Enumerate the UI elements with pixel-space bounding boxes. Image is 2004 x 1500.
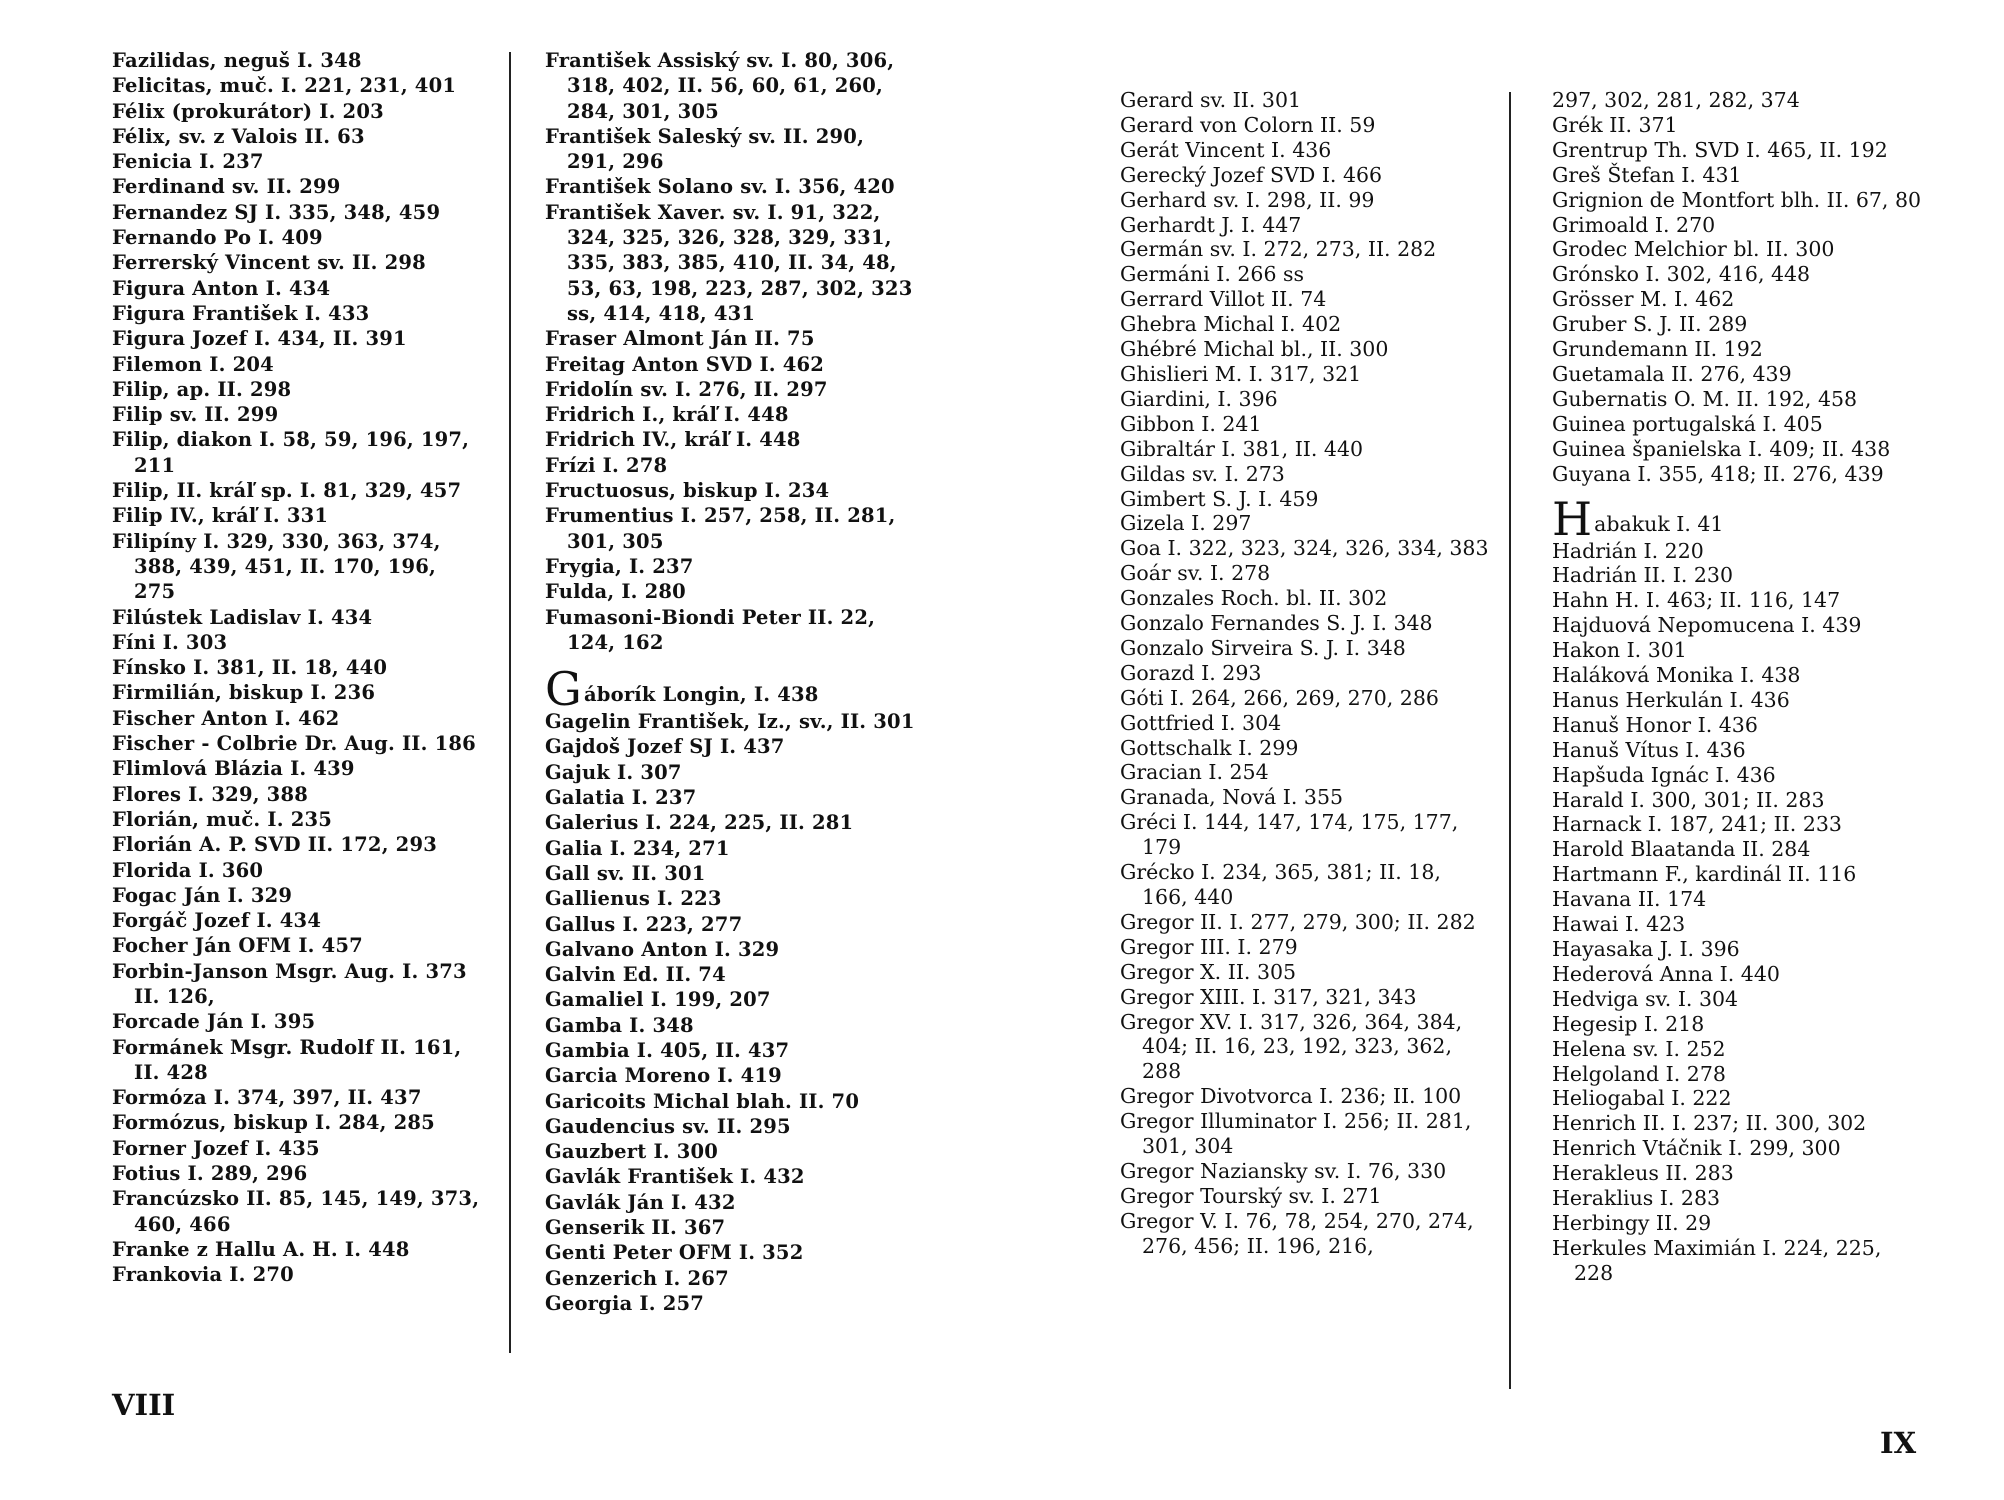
left-page-column-2 <box>545 48 915 1316</box>
index-entry: Heraklius I. 283 <box>1552 1186 1721 1211</box>
index-entry: Gildas sv. I. 273 <box>1120 461 1285 486</box>
index-entry: Figura Anton I. 434 <box>112 276 331 300</box>
index-entry: František Saleský sv. II. 290, 291, 296 <box>545 124 865 174</box>
index-entry: Grécko I. 234, 365, 381; II. 18, 166, 440 <box>1120 860 1441 909</box>
index-entry: Hartmann F., kardinál II. 116 <box>1552 862 1857 887</box>
index-entry: Gregor XV. I. 317, 326, 364, 384, 404; II. 16, 23, 192, 323, 362, 288 <box>1120 1009 1463 1084</box>
index-entry: Fínsko I. 381, II. 18, 440 <box>112 656 388 680</box>
index-entry: Gubernatis O. M. II. 192, 458 <box>1552 386 1858 411</box>
index-entry: Gamba I. 348 <box>545 1013 694 1037</box>
page-number-right: IX <box>1880 1426 1917 1460</box>
index-entry: Heliogabal I. 222 <box>1552 1086 1732 1111</box>
index-entry: Galvano Anton I. 329 <box>545 937 780 961</box>
index-entry: Forgáč Jozef I. 434 <box>112 909 322 933</box>
index-entry: Frízi I. 278 <box>545 453 668 477</box>
index-entry: Forner Jozef I. 435 <box>112 1136 320 1160</box>
index-entry: Fischer - Colbrie Dr. Aug. II. 186 <box>112 732 476 756</box>
index-entry: Filipíny I. 329, 330, 363, 374, 388, 439, 451, II. 170, 196, 275 <box>112 529 441 604</box>
column-divider-right <box>1509 92 1511 1389</box>
index-entry: Figura František I. 433 <box>112 301 370 325</box>
index-entry: Hapšuda Ignác I. 436 <box>1552 762 1776 787</box>
column-4-h-entries <box>1552 539 1924 1286</box>
index-entry: Germán sv. I. 272, 273, II. 282 <box>1120 237 1437 262</box>
index-entry: Guinea španielska I. 409; II. 438 <box>1552 436 1891 461</box>
index-entry: Gamaliel I. 199, 207 <box>545 988 771 1012</box>
index-entry: Hayasaka J. I. 396 <box>1552 937 1740 961</box>
index-entry: Formózus, biskup I. 284, 285 <box>112 1111 435 1135</box>
index-entry: Filemon I. 204 <box>112 352 274 376</box>
index-entry: Filip, II. kráľ sp. I. 81, 329, 457 <box>112 479 462 503</box>
index-entry: Gibbon I. 241 <box>1120 411 1262 436</box>
index-entry: Frygia, I. 237 <box>545 554 694 578</box>
index-entry: Helgoland I. 278 <box>1552 1061 1726 1086</box>
index-entry: Florida I. 360 <box>112 858 264 882</box>
index-entry: Hanuš Vítus I. 436 <box>1552 737 1746 762</box>
index-entry: Fenicia I. 237 <box>112 150 264 174</box>
index-entry: Garicoits Michal blah. II. 70 <box>545 1089 860 1113</box>
page-number-left: VIII <box>112 1388 176 1422</box>
index-entry: Granada, Nová I. 355 <box>1120 785 1344 810</box>
index-entry: Grimoald I. 270 <box>1552 212 1716 237</box>
index-entry: Helena sv. I. 252 <box>1552 1036 1726 1061</box>
index-entry: Henrich Vtáčnik I. 299, 300 <box>1552 1136 1841 1161</box>
index-entry: Firmilián, biskup I. 236 <box>112 681 376 705</box>
index-entry: Gregor X. II. 305 <box>1120 959 1297 984</box>
index-entry: Gambia I. 405, II. 437 <box>545 1038 790 1062</box>
index-entry: Fridrich I., kráľ I. 448 <box>545 403 789 427</box>
section-g-first-entry: Gáborík Longin, I. 438 <box>545 662 819 717</box>
index-entry: Florián A. P. SVD II. 172, 293 <box>112 833 437 857</box>
index-entry: Gruber S. J. II. 289 <box>1552 312 1748 337</box>
right-page-column-2 <box>1552 88 1924 1286</box>
index-entry: Havana II. 174 <box>1552 887 1707 912</box>
index-entry: Ferdinand sv. II. 299 <box>112 175 341 199</box>
index-entry: Gerát Vincent I. 436 <box>1120 137 1332 162</box>
index-entry: Germáni I. 266 ss <box>1120 262 1305 287</box>
index-entry: Gonzalo Sirveira S. J. I. 348 <box>1120 635 1406 660</box>
index-entry: Henrich II. I. 237; II. 300, 302 <box>1552 1111 1867 1136</box>
index-entry: Félix (prokurátor) I. 203 <box>112 99 384 123</box>
index-entry: Genzerich I. 267 <box>545 1266 729 1290</box>
index-entry: Gagelin František, Iz., sv., II. 301 <box>545 710 915 734</box>
index-entry: Gerard von Colorn II. 59 <box>1120 112 1376 137</box>
index-entry: Guetamala II. 276, 439 <box>1552 361 1792 386</box>
index-entry: Gracian I. 254 <box>1120 760 1269 785</box>
index-entry: Gaudencius sv. II. 295 <box>545 1114 791 1138</box>
index-entry: Grodec Melchior bl. II. 300 <box>1552 237 1835 262</box>
index-entry: Gerecký Jozef SVD I. 466 <box>1120 162 1383 187</box>
index-entry: Gerard sv. II. 301 <box>1120 88 1302 112</box>
index-entry: Gerrard Villot II. 74 <box>1120 287 1327 312</box>
left-page-column-1 <box>112 48 482 1288</box>
column-4-g-entries <box>1552 88 1924 487</box>
index-entry: Freitag Anton SVD I. 462 <box>545 352 825 376</box>
index-entry: Gonzales Roch. bl. II. 302 <box>1120 586 1388 611</box>
index-entry: Flimlová Blázia I. 439 <box>112 757 355 781</box>
index-entry: Hadrián I. 220 <box>1552 538 1704 563</box>
index-entry: Guyana I. 355, 418; II. 276, 439 <box>1552 461 1884 486</box>
index-entry: Fernando Po I. 409 <box>112 226 323 250</box>
index-entry: Gorazd I. 293 <box>1120 660 1262 685</box>
index-entry: Florián, muč. I. 235 <box>112 807 332 831</box>
index-entry: Fischer Anton I. 462 <box>112 706 340 730</box>
index-entry: Formánek Msgr. Rudolf II. 161, II. 428 <box>112 1035 462 1084</box>
column-2-g-entries <box>545 709 915 1316</box>
index-entry: Félix, sv. z Valois II. 63 <box>112 124 365 148</box>
index-entry: Gerhardt J. I. 447 <box>1120 212 1302 237</box>
index-entry: Gavlák František I. 432 <box>545 1165 805 1189</box>
index-entry: Frumentius I. 257, 258, II. 281, 301, 305 <box>545 504 896 553</box>
index-entry: Gajdoš Jozef SJ I. 437 <box>545 735 785 759</box>
index-entry: Hahn H. I. 463; II. 116, 147 <box>1552 588 1841 613</box>
index-entry: Ferrerský Vincent sv. II. 298 <box>112 251 426 275</box>
index-entry: Gerhard sv. I. 298, II. 99 <box>1120 187 1375 212</box>
index-entry: Gibraltár I. 381, II. 440 <box>1120 436 1364 461</box>
index-entry: Genti Peter OFM I. 352 <box>545 1241 804 1265</box>
index-entry: Gregor Divotvorca I. 236; II. 100 <box>1120 1084 1462 1109</box>
index-entry: Fumasoni-Biondi Peter II. 22, 124, 162 <box>545 605 876 654</box>
index-entry: Felicitas, muč. I. 221, 231, 401 <box>112 74 457 98</box>
index-entry: Gregor XIII. I. 317, 321, 343 <box>1120 984 1417 1009</box>
index-entry: Flores I. 329, 388 <box>112 782 308 806</box>
index-entry: Hadrián II. I. 230 <box>1552 563 1734 588</box>
index-entry: 297, 302, 281, 282, 374 <box>1552 88 1800 112</box>
index-entry: Filip IV., kráľ I. 331 <box>112 504 329 528</box>
index-entry: Herakleus II. 283 <box>1552 1161 1734 1186</box>
index-entry: Gregor II. I. 277, 279, 300; II. 282 <box>1120 909 1476 934</box>
index-entry: Hanuš Honor I. 436 <box>1552 712 1758 737</box>
index-entry: Hanus Herkulán I. 436 <box>1552 687 1790 712</box>
index-entry: Gregor V. I. 76, 78, 254, 270, 274, 276, 456; II. 196, 216, <box>1120 1208 1474 1258</box>
index-entry: Fulda, I. 280 <box>545 580 686 604</box>
index-entry: Gavlák Ján I. 432 <box>545 1190 736 1214</box>
index-entry: Grignion de Montfort blh. II. 67, 80 <box>1552 187 1922 212</box>
index-entry: Gajuk I. 307 <box>545 760 682 784</box>
index-entry: Herkules Maximián I. 224, 225, 228 <box>1552 1235 1882 1285</box>
index-entry: Harold Blaatanda II. 284 <box>1552 837 1811 862</box>
index-entry: Filip, ap. II. 298 <box>112 377 292 401</box>
index-entry: Gallienus I. 223 <box>545 887 722 911</box>
index-entry: Herbingy II. 29 <box>1552 1210 1712 1235</box>
index-entry: Fazilidas, neguš I. 348 <box>112 49 362 72</box>
index-entry: Genserik II. 367 <box>545 1216 726 1240</box>
index-entry: Grék II. 371 <box>1552 112 1678 137</box>
index-entry: Hederová Anna I. 440 <box>1552 961 1780 986</box>
index-entry: Gonzalo Fernandes S. J. I. 348 <box>1120 611 1433 636</box>
index-entry: Gall sv. II. 301 <box>545 861 706 885</box>
index-entry: Franke z Hallu A. H. I. 448 <box>112 1237 410 1261</box>
index-entry: Fíni I. 303 <box>112 630 228 654</box>
index-entry: Gauzbert I. 300 <box>545 1140 719 1164</box>
index-entry: Filip, diakon I. 58, 59, 196, 197, 211 <box>112 428 470 477</box>
section-h-first-entry: Habakuk I. 41 <box>1552 491 1724 546</box>
index-entry: Ghislieri M. I. 317, 321 <box>1120 361 1362 386</box>
index-entry: Filip sv. II. 299 <box>112 403 279 427</box>
index-entry: Grösser M. I. 462 <box>1552 287 1735 312</box>
index-entry: Fridolín sv. I. 276, II. 297 <box>545 377 828 401</box>
index-entry: Gregor Tourský sv. I. 271 <box>1120 1183 1382 1208</box>
column-divider-left <box>509 52 511 1353</box>
index-entry: Gizela I. 297 <box>1120 511 1252 536</box>
index-entry: Hawai I. 423 <box>1552 912 1686 937</box>
index-entry: Hajduová Nepomucena I. 439 <box>1552 613 1862 638</box>
index-entry: Galatia I. 237 <box>545 786 697 810</box>
index-entry: Galvin Ed. II. 74 <box>545 963 726 987</box>
section-initial-g: G <box>545 662 582 717</box>
index-entry: Gimbert S. J. I. 459 <box>1120 486 1319 511</box>
index-entry: František Solano sv. I. 356, 420 <box>545 175 895 199</box>
index-entry: Goár sv. I. 278 <box>1120 561 1271 586</box>
index-entry: Góti I. 264, 266, 269, 270, 286 <box>1120 685 1439 710</box>
index-entry: Gottschalk I. 299 <box>1120 735 1299 760</box>
index-entry: Filústek Ladislav I. 434 <box>112 605 373 629</box>
index-entry: Harald I. 300, 301; II. 283 <box>1552 787 1825 812</box>
index-entry: Focher Ján OFM I. 457 <box>112 934 363 958</box>
index-entry: Fructuosus, biskup I. 234 <box>545 479 830 503</box>
index-entry: Fernandez SJ I. 335, 348, 459 <box>112 200 441 224</box>
index-entry: Gregor Illuminator I. 256; II. 281, 301, 304 <box>1120 1109 1472 1159</box>
index-entry: Galerius I. 224, 225, II. 281 <box>545 811 854 835</box>
index-entry: Fraser Almont Ján II. 75 <box>545 327 815 351</box>
index-entry: Gottfried I. 304 <box>1120 710 1282 735</box>
index-entry: Francúzsko II. 85, 145, 149, 373, 460, 466 <box>112 1187 480 1236</box>
index-entry: Galia I. 234, 271 <box>545 836 730 860</box>
index-entry: Haláková Monika I. 438 <box>1552 663 1801 688</box>
index-entry: Hedviga sv. I. 304 <box>1552 986 1739 1011</box>
index-entry: Hakon I. 301 <box>1552 638 1687 663</box>
right-page-column-1 <box>1120 88 1492 1259</box>
index-entry: František Xaver. sv. I. 91, 322, 324, 325, 326, 328, 329, 331, 335, 383, 385, 410, II. 34, 48, 53, 63, 198, 223, 287, 302, 323 ss, 414, 418, 431 <box>545 200 913 325</box>
index-entry: Frankovia I. 270 <box>112 1263 294 1287</box>
index-entry: Fotius I. 289, 296 <box>112 1162 308 1186</box>
index-entry: Gregor Naziansky sv. I. 76, 330 <box>1120 1158 1447 1183</box>
index-entry: Hegesip I. 218 <box>1552 1011 1705 1036</box>
index-entry: Ghébré Michal bl., II. 300 <box>1120 337 1389 362</box>
index-entry: Forbin-Janson Msgr. Aug. I. 373 II. 126, <box>112 959 467 1008</box>
index-entry: Georgia I. 257 <box>545 1291 705 1315</box>
index-entry: Formóza I. 374, 397, II. 437 <box>112 1086 422 1110</box>
column-2-f-entries <box>545 48 915 655</box>
index-entry: Grónsko I. 302, 416, 448 <box>1552 262 1811 287</box>
index-entry: Figura Jozef I. 434, II. 391 <box>112 327 407 351</box>
index-entry: Goa I. 322, 323, 324, 326, 334, 383 <box>1120 536 1489 561</box>
index-entry: Gregor III. I. 279 <box>1120 934 1298 959</box>
index-entry: Giardini, I. 396 <box>1120 386 1278 411</box>
index-entry: Grundemann II. 192 <box>1552 337 1763 362</box>
index-entry: Greš Štefan I. 431 <box>1552 162 1742 187</box>
index-entry: Guinea portugalská I. 405 <box>1552 411 1823 436</box>
index-entry: František Assiský sv. I. 80, 306, 318, 402, II. 56, 60, 61, 260, 284, 301, 305 <box>545 49 895 123</box>
index-entry: Grentrup Th. SVD I. 465, II. 192 <box>1552 137 1888 162</box>
index-entry: Harnack I. 187, 241; II. 233 <box>1552 812 1842 837</box>
index-entry: Gallus I. 223, 277 <box>545 912 743 936</box>
index-entry: Fridrich IV., kráľ I. 448 <box>545 428 801 452</box>
index-entry: Ghebra Michal I. 402 <box>1120 312 1342 337</box>
index-entry: Garcia Moreno I. 419 <box>545 1064 782 1088</box>
section-initial-h: H <box>1552 491 1593 546</box>
index-entry: Gréci I. 144, 147, 174, 175, 177, 179 <box>1120 810 1459 860</box>
index-entry: Forcade Ján I. 395 <box>112 1010 316 1034</box>
index-entry: Fogac Ján I. 329 <box>112 883 293 907</box>
